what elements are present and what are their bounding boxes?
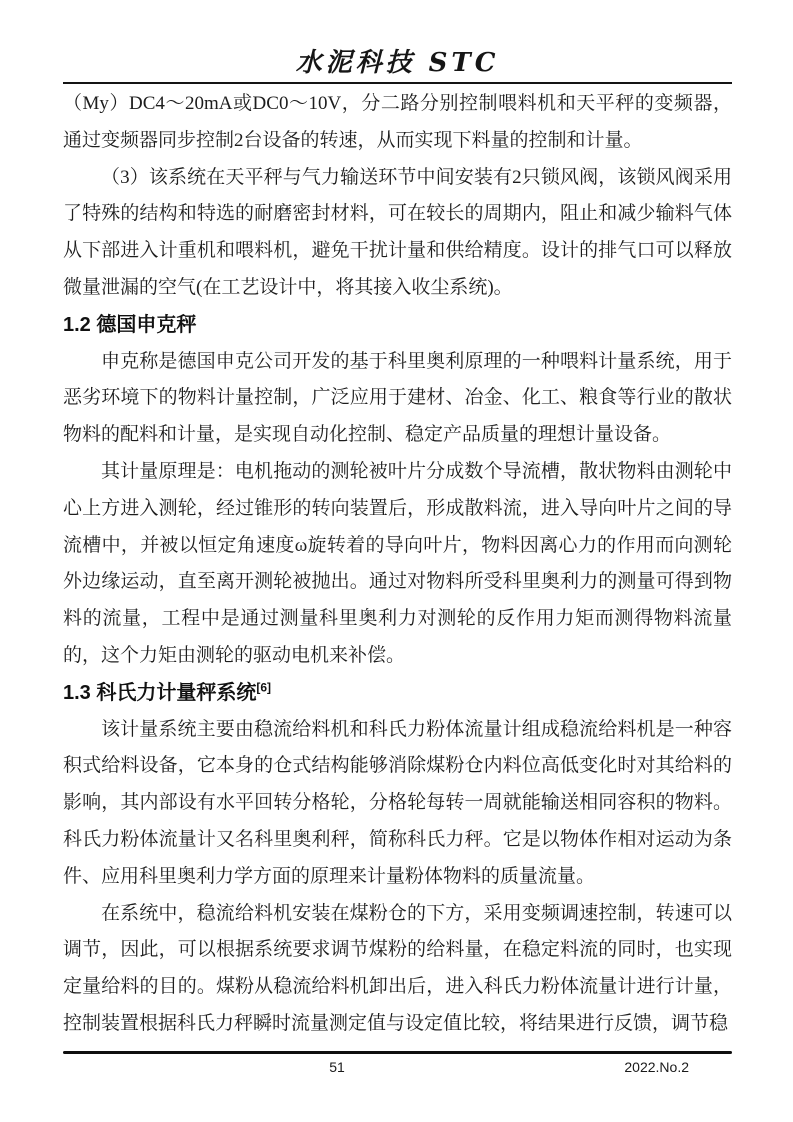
page-header [63,0,732,84]
paragraph-lock-valve: （3）该系统在天平秤与气力输送环节中间安装有2只锁风阀，该锁风阀采用了特殊的结构和特选的耐磨密封材料，可在较长的周期内，阻止和减少输料气体从下部进入计重机和喂料机，避免干扰计量和供给精度。设计的排气口可以释放微量泄漏的空气(在工艺设计中，将其接入收尘系统)。 [63,166,732,298]
section-heading-1-3-text: 1.3 科氏力计量秤系统 [63,681,257,704]
footer-rule [63,1051,732,1054]
section-heading-1-3 [63,675,732,712]
paragraph-coriolis-operation: 在系统中，稳流给料机安装在煤粉仓的下方，采用变频调速控制，转速可以调节，因此，可以根据系统要求调节煤粉的给料量，在稳定料流的同时，也实现定量给料的目的。煤粉从稳流给料机卸出后，进入科氏力粉体流量计进行计量，控制装置根据科氏力秤瞬时流量测定值与设定值比较，将结果进行反馈，调节稳 [63,902,732,1034]
paragraph-inverter-control: （My）DC4～20mA或DC0～10V，分二路分别控制喂料机和天平秤的变频器，通过变频器同步控制2台设备的转速，从而实现下料量的控制和计量。 [63,93,732,151]
section-heading-1-3-reference-marker: [6] [256,680,272,695]
paragraph-coriolis-composition: 该计量系统主要由稳流给料机和科氏力粉体流量计组成稳流给料机是一种容积式给料设备，它本身的仓式结构能够消除煤粉仓内料位高低变化时对其给料的影响，其内部设有水平回转分格轮，分格轮每转一周就能输送相同容积的物料。科氏力粉体流量计又名科里奥利秤，简称科氏力秤。它是以物体作相对运动为条件、应用科里奥利力学方面的原理来计量粉体物料的质量流量。 [63,718,732,887]
footer-issue-label: 2022.No.2 [624,1059,689,1075]
section-heading-1-2: 1.2 德国申克秤 [63,313,197,336]
paragraph-schenck-intro: 申克称是德国申克公司开发的基于科里奥利原理的一种喂料计量系统，用于恶劣环境下的物料计量控制，广泛应用于建材、冶金、化工、粮食等行业的散状物料的配料和计量，是实现自动化控制、稳定产品质量的理想计量设备。 [63,350,732,446]
paragraph-schenck-principle: 其计量原理是：电机拖动的测轮被叶片分成数个导流槽，散状物料由测轮中心上方进入测轮，经过锥形的转向装置后，形成散料流，进入导向叶片之间的导流槽中，并被以恒定角速度ω旋转着的导向叶片，物料因离心力的作用而向测轮外边缘运动，直至离开测轮被抛出。通过对物料所受科里奥利力的测量可得到物料的流量，工程中是通过测量科里奥利力对测轮的反作用力矩而测得物料流量的，这个力矩由测轮的驱动电机来补偿。 [63,460,732,666]
footer-page-number: 51 [329,1059,345,1075]
article-body [63,86,732,1043]
journal-title: 水泥科技 STC [295,48,500,78]
